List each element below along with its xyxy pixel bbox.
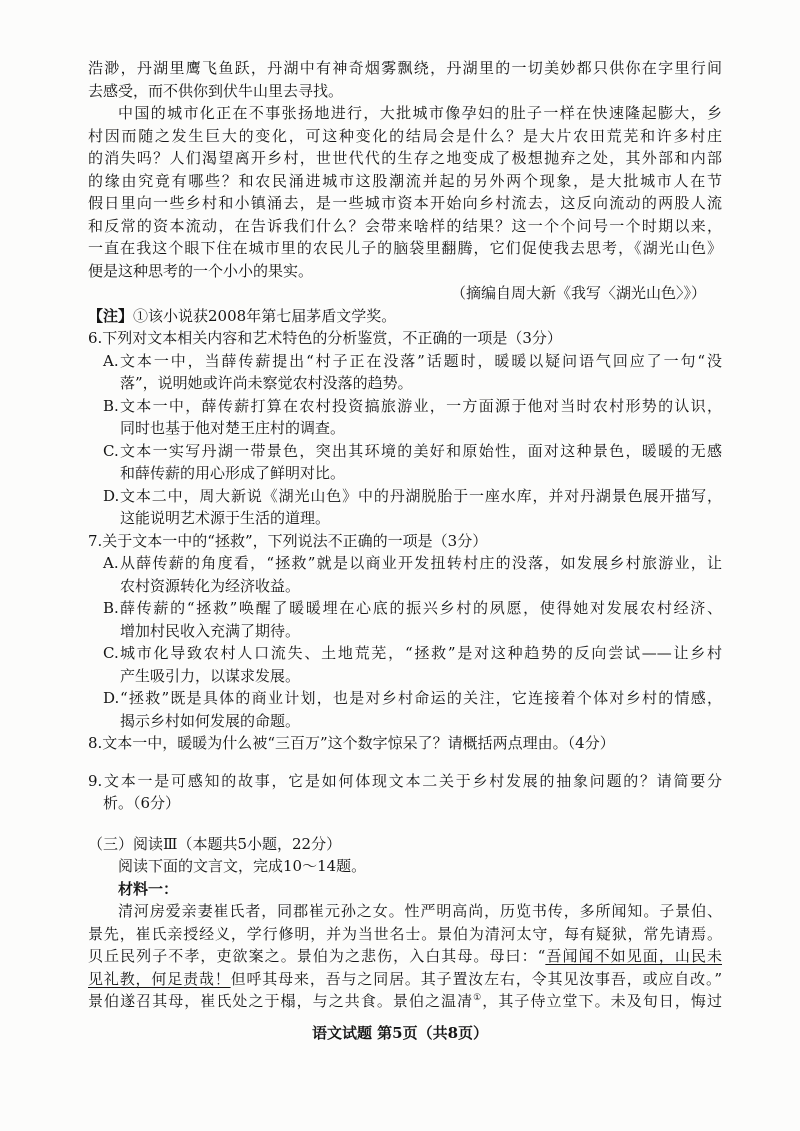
- classical-text-segment: 景伯遂召其母，崔氏处之于榻，与之共食。景伯之温凊: [88, 992, 474, 1010]
- classical-text-segment: 贝丘民列子不孝，吏欲案之。景伯为之悲伤，入白其母。母曰：“: [88, 947, 546, 965]
- footnote-marker: ①: [473, 993, 483, 1003]
- question-6: [88, 327, 722, 530]
- text2-paragraph-line: 的缘由究竟有哪些？和农民涌进城市这股潮流并起的另外两个现象，是大批城市人在节: [88, 171, 722, 190]
- q6-option-c: [88, 440, 722, 485]
- classical-text-line: [88, 945, 722, 968]
- q7-option-c: [88, 642, 722, 687]
- option-letter: A.: [103, 351, 119, 370]
- option-letter: D.: [103, 689, 120, 707]
- material-label: 材料一：: [118, 879, 179, 898]
- text2-intro-line: 去感受，而不供你到伏牛山里去寻找。: [88, 81, 344, 100]
- option-line: 薛传薪的“拯救”唤醒了暖暖埋在心底的振兴乡村的夙愿，使得她对发展农村经济、: [120, 599, 722, 617]
- text2-intro: [88, 57, 722, 102]
- option-line: 增加村民收入充满了期待。: [120, 621, 301, 640]
- classical-text-segment: 但呼其母来，吾与之同居。其子置汝左右，令其见汝事吾，或应自改。”: [230, 969, 722, 988]
- question-stem: 6.下列对文本相关内容和艺术特色的分析鉴赏，不正确的一项是（3分）: [88, 329, 562, 347]
- classical-text-line: [88, 990, 722, 1013]
- text2-paragraph-line: 村因而随之发生巨大的变化，可这种变化的结局会是什么？是大片农田荒芜和许多村庄: [88, 126, 722, 145]
- underlined-sentence: 吾闻闻不如见面，山民未: [545, 947, 722, 965]
- classical-text-line: 清河房爱亲妻崔氏者，同郡崔元孙之女。性严明高尚，历览书传，多所闻知。子景伯、: [118, 902, 722, 920]
- option-line: 产生吸引力，以谋求发展。: [120, 666, 301, 685]
- option-line: 和薛传薪的用心形成了鲜明对比。: [120, 464, 346, 482]
- q7-option-d: [88, 687, 722, 732]
- option-line: 这能说明艺术源于生活的道理。: [120, 509, 331, 527]
- text2-source: （摘编自周大新《我写〈湖光山色〉》）: [450, 284, 706, 302]
- section-3: [88, 833, 722, 1013]
- footnote: [88, 305, 722, 328]
- option-line: “拯救”既是具体的商业计划，也是对乡村命运的关注，它连接着个体对乡村的情感，: [120, 689, 722, 707]
- option-letter: D.: [103, 486, 120, 505]
- page-footer: 语文试题 第5页（共8页）: [311, 1024, 489, 1042]
- text2-paragraph-line: 假日里向一些乡村和小镇涌去，是一些城市资本开始向乡村流去，这反向流动的两股人流: [88, 194, 722, 212]
- option-letter: A.: [103, 554, 119, 572]
- q7-option-a: [88, 552, 722, 597]
- option-line: 城市化导致农村人口流失、土地荒芜，“拯救”是对这种趋势的反向尝试——让乡村: [120, 644, 722, 662]
- option-line: 落”，说明她或许尚未察觉农村没落的趋势。: [120, 374, 413, 392]
- text2-paragraph-line: 中国的城市化正在不事张扬地进行，大批城市像孕妇的肚子一样在快速隆起膨大，乡: [118, 104, 722, 122]
- option-line: 文本一中，当薛传薪提出“村子正在没落”话题时，暖暖以疑问语气回应了一句“没: [120, 351, 722, 370]
- option-line: 揭示乡村如何发展的命题。: [120, 711, 301, 730]
- text2-intro-line: 浩渺，丹湖里鹰飞鱼跃，丹湖中有神奇烟雾飘绕，丹湖里的一切美妙都只供你在字里行间: [88, 59, 722, 77]
- option-line: 农村资源转化为经济收益。: [120, 576, 301, 595]
- q6-option-a: [88, 350, 722, 395]
- page-content: [88, 57, 722, 1013]
- text2-paragraph-line: 的消失吗？人们渴望离开乡村，世世代代的生存之地变成了极想抛弃之处，其外部和内部: [88, 149, 722, 167]
- option-line: 文本一中，薛传薪打算在农村投资搞旅游业，一方面源于他对当时农村形势的认识，: [120, 396, 722, 415]
- question-9: [88, 770, 722, 815]
- option-line: 同时也基于他对楚王庄村的调查。: [120, 419, 346, 437]
- section-instruction: 阅读下面的文言文，完成10～14题。: [118, 857, 367, 875]
- classical-text-line: [88, 968, 722, 991]
- option-letter: B.: [103, 599, 119, 617]
- text2-paragraph-line: 一直在我这个眼下住在城市里的农民儿子的脑袋里翻腾，它们促使我去思考，《湖光山色》: [88, 239, 722, 257]
- option-letter: B.: [103, 396, 119, 415]
- q7-option-b: [88, 597, 722, 642]
- footnote-label: 【注】: [88, 306, 134, 325]
- question-line: 析。（6分）: [103, 794, 181, 812]
- option-line: 文本一实写丹湖一带景色，突出其环境的美好和原始性，面对这种景色，暖暖的无感: [120, 441, 722, 460]
- question-line: 9.文本一是可感知的故事，它是如何体现文本二关于乡村发展的抽象问题的？请简要分: [88, 771, 722, 790]
- q6-option-d: [88, 485, 722, 530]
- q6-option-b: [88, 395, 722, 440]
- text2-paragraph-line: 和反常的资本流动，在告诉我们什么？会带来啥样的结果？这一个个问号一个时期以来，: [88, 216, 722, 235]
- section-title: （三）阅读Ⅲ（本题共5小题，22分）: [88, 834, 342, 853]
- underlined-sentence: 见礼教，何足责哉！: [88, 969, 231, 988]
- text2-paragraph-line: 便是这种思考的一个小小的果实。: [88, 261, 314, 280]
- option-letter: C.: [103, 441, 119, 460]
- question-stem: 7.关于文本一中的“拯救”，下列说法不正确的一项是（3分）: [88, 531, 488, 550]
- classical-text-segment: ，其子侍立堂下。未及旬日，悔过: [482, 992, 722, 1010]
- question-7: [88, 530, 722, 733]
- option-line: 从薛传薪的角度看，“拯救”就是以商业开发扭转村庄的没落，如发展乡村旅游业，让: [120, 554, 722, 572]
- text2-paragraph: [88, 102, 722, 282]
- classical-text-line: 景先，崔氏亲授经义，学行修明，并为当世名士。景伯为清河太守，每有疑狱，常先请焉。: [88, 924, 722, 943]
- footnote-text: ①该小说获2008年第七届茅盾文学奖。: [133, 306, 397, 325]
- question-8: 8.文本一中，暖暖为什么被“三百万”这个数字惊呆了？请概括两点理由。（4分）: [88, 734, 615, 752]
- option-line: 文本二中，周大新说《湖光山色》中的丹湖脱胎于一座水库，并对丹湖景色展开描写，: [120, 486, 722, 505]
- option-letter: C.: [103, 644, 119, 662]
